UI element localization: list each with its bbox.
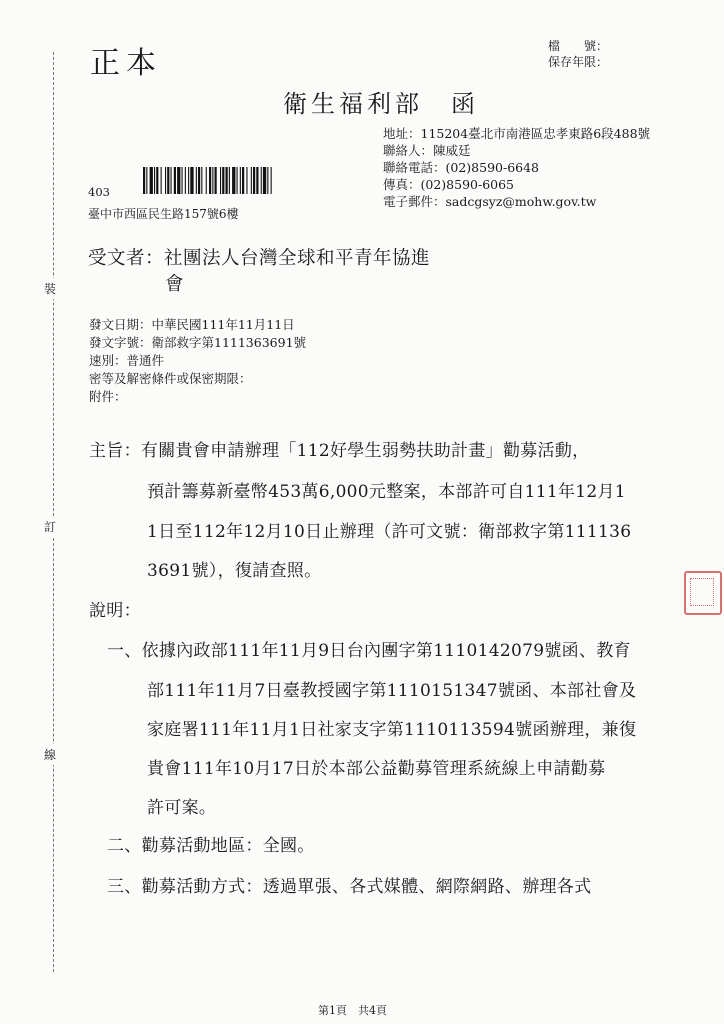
subject-line2: 預計籌募新臺幣453萬6,000元整案，本部許可自111年12月1 xyxy=(147,482,626,502)
subject-line1: 主旨：有關貴會申請辦理「112好學生弱勢扶助計畫」勸募活動， xyxy=(89,441,590,461)
binding-line xyxy=(53,52,54,972)
subject-line4: 3691號），復請查照。 xyxy=(147,561,322,581)
recipient-line2: 會 xyxy=(165,274,185,295)
document-number: 發文字號：衛部救字第1111363691號 xyxy=(89,335,307,350)
contact-person: 聯絡人：陳威廷 xyxy=(383,143,471,158)
explanation-item1-line4: 貴會111年10月17日於本部公益勸募管理系統線上申請勸募 xyxy=(147,759,606,779)
red-seal-stamp xyxy=(684,571,722,615)
retention-label: 保存年限： xyxy=(548,55,609,69)
binding-mark-ding: 訂 xyxy=(44,516,56,537)
explanation-item2: 二、勸募活動地區：全國。 xyxy=(107,836,315,856)
explanation-item1-line5: 許可案。 xyxy=(147,798,217,818)
explanation-heading: 說明： xyxy=(89,601,141,621)
explanation-item1-line1: 一、依據內政部111年11月9日台內團字第1110142079號函、教育 xyxy=(107,641,631,661)
subject-line3: 1日至112年12月10日止辦理（許可文號：衛部救字第111136 xyxy=(147,522,632,542)
contact-email: 電子郵件：sadcgsyz@mohw.gov.tw xyxy=(383,194,597,209)
binding-mark-xian: 線 xyxy=(44,744,56,765)
explanation-item1-line3: 家庭署111年11月1日社家支字第1110113594號函辦理，兼復 xyxy=(147,720,637,740)
page-footer: 第1頁 共4頁 xyxy=(318,1004,387,1017)
contact-phone: 聯絡電話：(02)8590-6648 xyxy=(383,160,540,175)
mailing-zip: 403 xyxy=(88,185,110,199)
copy-label: 正本 xyxy=(90,46,162,81)
issue-date: 發文日期：中華民國111年11月11日 xyxy=(89,317,295,332)
sender-address: 地址：115204臺北市南港區忠孝東路6段488號 xyxy=(383,126,651,141)
recipient-line1: 受文者：社團法人台灣全球和平青年協進 xyxy=(88,248,431,269)
explanation-item3: 三、勸募活動方式：透過單張、各式媒體、網際網路、辦理各式 xyxy=(107,877,592,897)
file-number-label: 檔 號： xyxy=(548,39,609,53)
attachment: 附件： xyxy=(89,389,127,404)
document-title: 衛生福利部 函 xyxy=(283,90,479,118)
secrecy-level: 密等及解密條件或保密期限： xyxy=(89,371,252,386)
explanation-item1-line2: 部111年11月7日臺教授國字第1110151347號函、本部社會及 xyxy=(147,681,637,701)
binding-mark-zhuang: 裝 xyxy=(44,278,56,299)
delivery-speed: 速別：普通件 xyxy=(89,353,165,368)
contact-fax: 傳真：(02)8590-6065 xyxy=(383,177,515,192)
barcode xyxy=(143,167,368,194)
mailing-address: 臺中市西區民生路157號6樓 xyxy=(88,207,239,221)
